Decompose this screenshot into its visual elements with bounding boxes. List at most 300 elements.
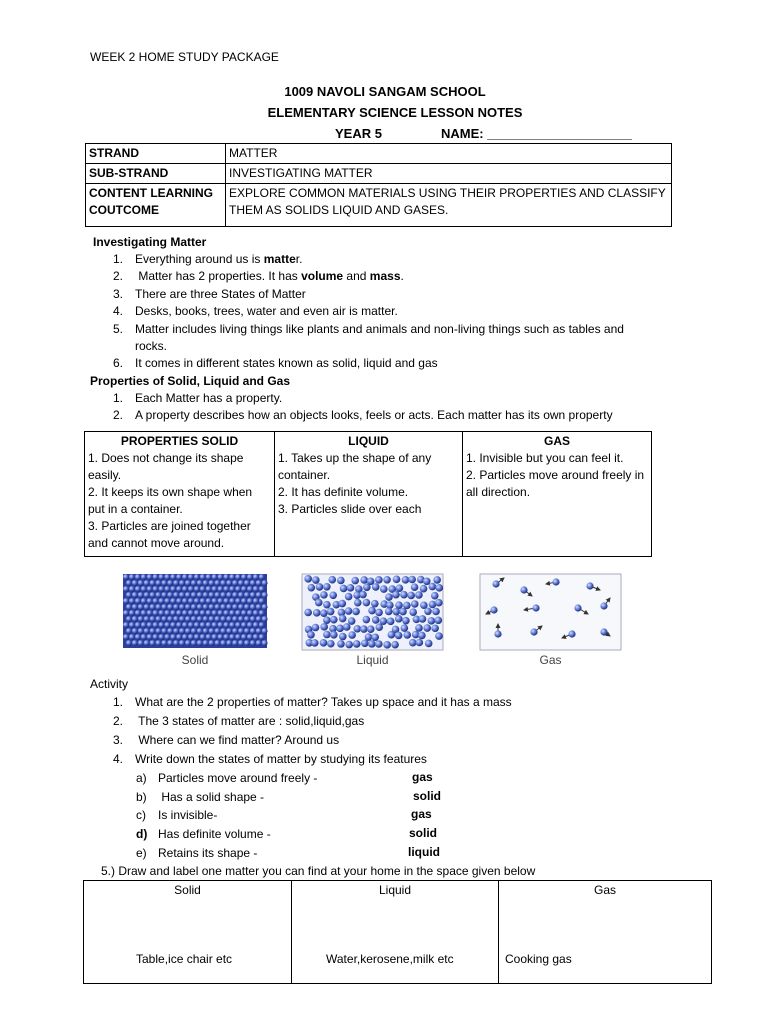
liquid-particle — [392, 591, 400, 599]
solid-particle — [238, 628, 244, 634]
solid-particle — [220, 640, 226, 646]
solid-particle — [238, 616, 244, 622]
gas-header: GAS — [543, 434, 570, 448]
liquid-particle — [423, 577, 431, 585]
solid-particle — [226, 592, 232, 598]
solid-particle — [167, 616, 173, 622]
liquid-particle — [343, 623, 351, 631]
substrand-label: SUB-STRAND — [86, 164, 226, 184]
draw-cell-liquid — [292, 881, 499, 984]
draw-header-gas: Gas — [593, 883, 616, 897]
solid-particle — [229, 586, 235, 592]
gas-particle — [568, 630, 575, 637]
solid-particle — [191, 592, 197, 598]
solid-particle — [161, 580, 167, 586]
solid-particle — [253, 586, 259, 592]
liquid-particle — [409, 639, 417, 647]
solid-particle — [132, 628, 138, 634]
solid-particle — [197, 616, 203, 622]
solid-particle — [170, 586, 176, 592]
solid-particle — [209, 616, 215, 622]
solid-particle — [188, 574, 194, 580]
gas-particle — [494, 630, 501, 637]
solid-particle — [179, 580, 185, 586]
solid-particle — [214, 580, 220, 586]
solid-particle — [238, 580, 244, 586]
gas-particle — [586, 582, 593, 589]
solid-particle — [244, 580, 250, 586]
solid-particle — [247, 610, 253, 616]
question — [113, 694, 512, 710]
solid-particle — [147, 610, 153, 616]
solid-particle — [144, 604, 150, 610]
liquid-particle — [323, 601, 331, 609]
solid-particle — [209, 640, 215, 646]
gas-particle — [574, 604, 581, 611]
solid-particle — [232, 592, 238, 598]
draw-answer-liquid: Water,kerosene,milk etc — [326, 952, 454, 966]
list-item — [113, 251, 302, 267]
liquid-particle — [320, 639, 328, 647]
solid-particle — [259, 622, 265, 628]
solid-particle — [220, 592, 226, 598]
gas-property: 2. Particles move around freely in all direction. — [466, 468, 645, 499]
liquid-particle — [307, 631, 315, 639]
solid-particle — [173, 640, 179, 646]
liquid-particle — [311, 639, 319, 647]
solid-particle — [220, 604, 226, 610]
liquid-particle — [315, 599, 323, 607]
gas-particle — [600, 602, 607, 609]
liquid-particle — [420, 585, 428, 593]
gas-particles-diagram — [478, 572, 623, 652]
liquid-particle — [409, 608, 417, 616]
solid-particle — [262, 640, 268, 646]
solid-particle — [256, 628, 262, 634]
liquid-particle — [415, 591, 423, 599]
list-item — [113, 390, 282, 406]
liquid-particle — [435, 616, 443, 624]
solid-particle — [179, 592, 185, 598]
sub-question — [136, 845, 257, 861]
liquid-header: LIQUID — [348, 434, 389, 448]
solid-particle — [197, 580, 203, 586]
solid-particle — [235, 622, 241, 628]
item-text: A property describes how an objects looks, feels or acts. Each matter has its own property — [135, 408, 613, 422]
solid-particle — [150, 580, 156, 586]
liquid-particle — [339, 615, 347, 623]
solid-particle — [200, 610, 206, 616]
solid-particle — [173, 628, 179, 634]
list-item-continuation: rocks. — [135, 339, 168, 353]
item-text: Desks, books, trees, water and even air is matter. — [135, 304, 398, 318]
gas-particle — [490, 606, 497, 613]
solid-property: 1. Does not change its shape easily. — [88, 451, 244, 482]
liquid-particle — [363, 599, 371, 607]
solid-particle — [212, 610, 218, 616]
liquid-particle — [408, 576, 416, 584]
item-number: 3. — [113, 287, 124, 301]
solid-particle — [250, 580, 256, 586]
liquid-property: 1. Takes up the shape of any container. — [278, 451, 432, 482]
name-field: NAME: ____________________ — [441, 126, 632, 141]
solid-particle — [241, 610, 247, 616]
solid-particle — [129, 634, 135, 640]
liquid-particle — [399, 608, 407, 616]
solid-particle — [155, 604, 161, 610]
solid-particle — [220, 580, 226, 586]
liquid-particle — [425, 640, 433, 648]
solid-particle — [214, 604, 220, 610]
solid-particle — [158, 598, 164, 604]
solid-particle — [138, 640, 144, 646]
solid-particle — [182, 598, 188, 604]
liquid-particle — [372, 616, 380, 624]
solid-column — [85, 432, 275, 557]
solid-particle — [200, 634, 206, 640]
solid-particle — [158, 634, 164, 640]
solid-particle — [129, 574, 135, 580]
liquid-particle — [368, 640, 376, 648]
solid-particle — [197, 592, 203, 598]
solid-particle — [141, 586, 147, 592]
liquid-particle — [329, 591, 337, 599]
solid-particle — [155, 616, 161, 622]
solid-particle — [179, 604, 185, 610]
liquid-particle — [402, 617, 410, 625]
solid-particle — [170, 574, 176, 580]
liquid-particle — [385, 593, 393, 601]
question — [113, 732, 339, 748]
solid-particle — [217, 622, 223, 628]
solid-particle — [185, 640, 191, 646]
item-text: It comes in different states known as solid, liquid and gas — [135, 356, 438, 370]
solid-particle — [138, 628, 144, 634]
solid-particle — [241, 622, 247, 628]
gas-property: 1. Invisible but you can feel it. — [466, 451, 624, 465]
solid-particle — [229, 634, 235, 640]
item-text: Matter has 2 properties. It has — [135, 269, 302, 283]
list-item — [113, 286, 306, 302]
sub-text: Has a solid shape - — [158, 790, 265, 804]
liquid-particle — [339, 600, 347, 608]
solid-particle — [209, 604, 215, 610]
liquid-particle — [345, 641, 353, 649]
liquid-particle — [401, 624, 409, 632]
liquid-particle — [407, 592, 415, 600]
solid-particle — [244, 604, 250, 610]
liquid-particle — [345, 607, 353, 615]
solid-particle — [173, 592, 179, 598]
solid-particle — [259, 610, 265, 616]
liquid-particle — [371, 600, 379, 608]
liquid-particle — [360, 576, 368, 584]
solid-particle — [141, 598, 147, 604]
solid-particle — [164, 598, 170, 604]
solid-particle — [141, 610, 147, 616]
draw-cell-gas — [499, 881, 712, 984]
solid-particle — [235, 634, 241, 640]
solid-particle — [214, 616, 220, 622]
solid-particle — [226, 628, 232, 634]
answer-text: gas — [412, 770, 433, 784]
solid-particle — [256, 604, 262, 610]
liquid-particle — [323, 583, 331, 591]
gas-particle — [600, 628, 607, 635]
solid-particle — [176, 610, 182, 616]
solid-particle — [232, 628, 238, 634]
properties-heading: Properties of Solid, Liquid and Gas — [90, 374, 291, 388]
liquid-particle — [308, 584, 316, 592]
solid-particle — [123, 622, 129, 628]
liquid-particle — [380, 585, 388, 593]
solid-particle — [138, 604, 144, 610]
solid-particle — [191, 616, 197, 622]
header-line: WEEK 2 HOME STUDY PACKAGE — [90, 50, 279, 64]
solid-property: 2. It keeps its own shape when put in a container. — [88, 485, 253, 516]
gas-diagram-label: Gas — [539, 653, 562, 667]
solid-particle — [179, 628, 185, 634]
solid-particle — [259, 598, 265, 604]
solid-particle — [161, 628, 167, 634]
solid-particle — [214, 592, 220, 598]
solid-particle — [135, 634, 141, 640]
solid-particle — [259, 634, 265, 640]
liquid-particle — [396, 584, 404, 592]
solid-particle — [194, 634, 200, 640]
liquid-particle — [392, 608, 400, 616]
liquid-particle — [383, 576, 391, 584]
solid-particle — [217, 634, 223, 640]
solid-particle — [247, 586, 253, 592]
draw-answer-solid: Table,ice chair etc — [136, 952, 233, 966]
solid-particle — [206, 634, 212, 640]
solid-particle — [247, 574, 253, 580]
solid-particle — [253, 634, 259, 640]
answer-text: solid — [413, 789, 442, 803]
solid-particle — [223, 598, 229, 604]
solid-particle — [206, 598, 212, 604]
solid-particle — [167, 628, 173, 634]
question-number: 2. — [113, 714, 124, 728]
solid-particle — [176, 622, 182, 628]
solid-particle — [188, 634, 194, 640]
solid-particle — [176, 634, 182, 640]
solid-particle — [158, 622, 164, 628]
solid-particle — [226, 580, 232, 586]
solid-particle — [138, 592, 144, 598]
solid-diagram-label: Solid — [181, 653, 209, 667]
solid-particle — [209, 580, 215, 586]
subject-title: ELEMENTARY SCIENCE LESSON NOTES — [267, 105, 523, 120]
solid-particle — [209, 592, 215, 598]
solid-particle — [214, 628, 220, 634]
solid-particle — [176, 574, 182, 580]
solid-particle — [126, 580, 132, 586]
solid-particle — [226, 640, 232, 646]
solid-particle — [135, 622, 141, 628]
question-number: 4. — [113, 752, 124, 766]
solid-particle — [232, 616, 238, 622]
solid-particle — [247, 634, 253, 640]
liquid-particle — [411, 600, 419, 608]
liquid-particle — [388, 631, 396, 639]
solid-particle — [161, 604, 167, 610]
solid-particle — [250, 616, 256, 622]
solid-particle — [185, 616, 191, 622]
liquid-particle — [391, 641, 399, 649]
liquid-particles-diagram — [300, 572, 445, 652]
liquid-particle — [337, 640, 345, 648]
solid-particle — [129, 610, 135, 616]
solid-particle — [129, 598, 135, 604]
solid-particle — [191, 628, 197, 634]
solid-particle — [223, 586, 229, 592]
liquid-particle — [351, 577, 359, 585]
activity-heading: Activity — [90, 677, 129, 691]
sub-question — [136, 807, 217, 823]
solid-particle — [235, 574, 241, 580]
list-item — [113, 303, 398, 319]
draw-header-solid: Solid — [174, 883, 201, 897]
solid-particle — [150, 604, 156, 610]
solid-particle — [262, 628, 268, 634]
liquid-particle — [395, 632, 403, 640]
solid-particle — [232, 580, 238, 586]
sub-letter: a) — [136, 771, 147, 785]
solid-particle — [253, 610, 259, 616]
liquid-particle — [424, 607, 432, 615]
year-label: YEAR 5 — [335, 126, 382, 141]
solid-particle — [235, 598, 241, 604]
school-name: 1009 NAVOLI SANGAM SCHOOL — [284, 84, 486, 99]
liquid-particle — [435, 632, 443, 640]
liquid-particle — [330, 631, 338, 639]
liquid-particle — [304, 609, 312, 617]
liquid-particle — [423, 624, 431, 632]
solid-particle — [135, 574, 141, 580]
solid-particle — [259, 574, 265, 580]
solid-particle — [153, 586, 159, 592]
solid-particle — [123, 610, 129, 616]
liquid-particle — [327, 608, 335, 616]
solid-particle — [194, 574, 200, 580]
solid-particle — [238, 640, 244, 646]
item-number: 2. — [113, 269, 124, 283]
liquid-particle — [433, 576, 441, 584]
solid-particle — [244, 640, 250, 646]
solid-particle — [161, 592, 167, 598]
solid-particle — [191, 580, 197, 586]
liquid-diagram-label: Liquid — [356, 653, 389, 667]
solid-particle — [179, 640, 185, 646]
question — [113, 713, 364, 729]
solid-particles-diagram — [120, 572, 270, 652]
solid-particle — [241, 634, 247, 640]
solid-particle — [256, 580, 262, 586]
sub-letter: e) — [136, 846, 147, 860]
solid-particle — [212, 574, 218, 580]
solid-particle — [141, 634, 147, 640]
liquid-particle — [363, 616, 371, 624]
solid-particle — [141, 574, 147, 580]
solid-particle — [161, 640, 167, 646]
list-item — [113, 321, 624, 337]
strand-value: MATTER — [226, 144, 672, 164]
solid-particle — [226, 604, 232, 610]
solid-particle — [247, 598, 253, 604]
solid-particle — [262, 592, 268, 598]
solid-particle — [217, 610, 223, 616]
liquid-particle — [313, 609, 321, 617]
liquid-particle — [395, 615, 403, 623]
solid-particle — [173, 604, 179, 610]
solid-particle — [167, 592, 173, 598]
solid-particle — [226, 616, 232, 622]
solid-particle — [126, 616, 132, 622]
solid-particle — [203, 604, 209, 610]
answer-text: gas — [411, 807, 432, 821]
solid-particle — [206, 622, 212, 628]
solid-particle — [244, 616, 250, 622]
solid-particle — [150, 592, 156, 598]
solid-particle — [188, 610, 194, 616]
solid-particle — [250, 604, 256, 610]
solid-particle — [150, 640, 156, 646]
solid-particle — [250, 592, 256, 598]
list-item — [113, 407, 613, 423]
solid-particle — [206, 586, 212, 592]
liquid-particle — [385, 608, 393, 616]
solid-particle — [147, 634, 153, 640]
item-number: 2. — [113, 408, 124, 422]
solid-particle — [194, 622, 200, 628]
solid-particle — [147, 598, 153, 604]
solid-particle — [238, 604, 244, 610]
solid-particle — [223, 634, 229, 640]
solid-particle — [256, 616, 262, 622]
solid-particle — [153, 622, 159, 628]
question-number: 1. — [113, 695, 124, 709]
gas-particle — [492, 580, 499, 587]
sub-letter: d) — [136, 827, 148, 841]
solid-particle — [185, 604, 191, 610]
solid-particle — [217, 574, 223, 580]
gas-particle — [530, 628, 537, 635]
list-item — [113, 268, 404, 284]
liquid-particle — [304, 575, 312, 583]
solid-particle — [173, 616, 179, 622]
solid-particle — [238, 592, 244, 598]
sub-question — [136, 789, 264, 805]
solid-particle — [164, 574, 170, 580]
solid-particle — [191, 640, 197, 646]
solid-particle — [229, 574, 235, 580]
solid-particle — [170, 622, 176, 628]
solid-particle — [147, 574, 153, 580]
solid-particle — [188, 598, 194, 604]
gas-particle — [532, 604, 539, 611]
liquid-particle — [360, 625, 368, 633]
solid-particle — [197, 604, 203, 610]
liquid-particle — [320, 609, 328, 617]
substrand-value: INVESTIGATING MATTER — [226, 164, 672, 184]
solid-particle — [200, 574, 206, 580]
solid-particle — [167, 640, 173, 646]
item-text: There are three States of Matter — [135, 287, 306, 301]
solid-particle — [232, 604, 238, 610]
solid-particle — [164, 586, 170, 592]
